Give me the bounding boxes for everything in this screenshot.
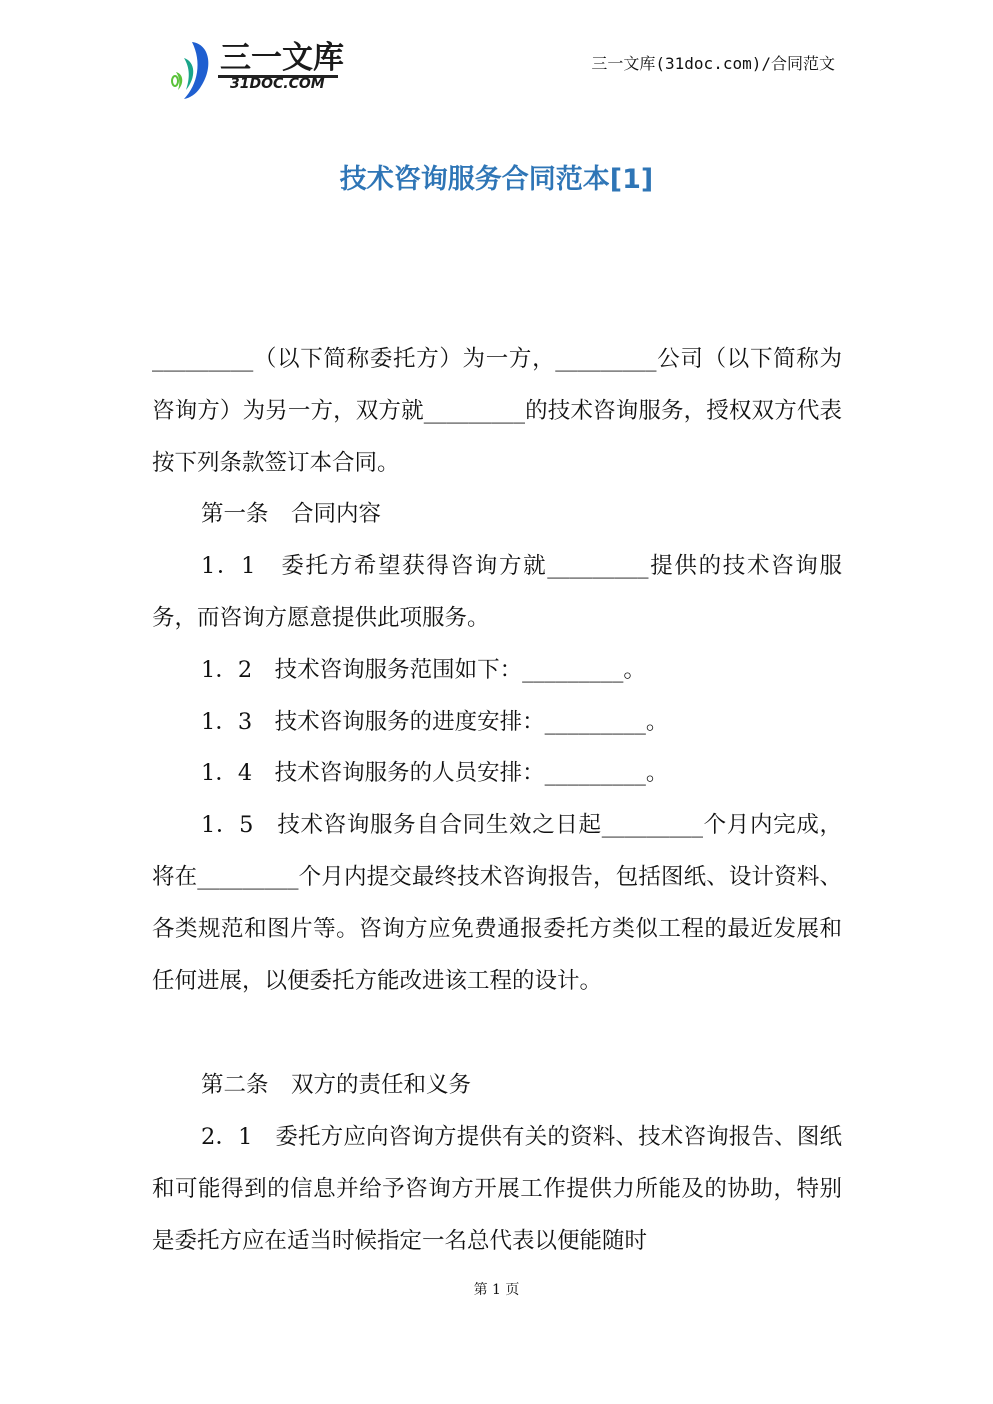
- logo-en-text: 31DOC.COM: [230, 76, 325, 92]
- clause-1-2: 1．2 技术咨询服务范围如下：_________。: [201, 656, 646, 683]
- section-spacer: [152, 1007, 842, 1060]
- page-number: 第 1 页: [473, 1282, 520, 1298]
- intro-paragraph: _________（以下简称委托方）为一方，_________公司（以下简称为咨询方）为另一方，双方就_________的技术咨询服务，授权双方代表按下列条款签订本合同。: [152, 346, 842, 476]
- header-breadcrumb: 三一文库(31doc.com)/合同范文: [591, 54, 835, 73]
- clause-1-4: 1．4 技术咨询服务的人员安排：_________。: [201, 760, 669, 787]
- clause-1-3: 1．3 技术咨询服务的进度安排：_________。: [201, 708, 669, 735]
- clause-1-1: 1．1 委托方希望获得咨询方就_________提供的技术咨询服务，而咨询方愿意提供此项服务。: [152, 553, 842, 631]
- article-1-heading: 第一条 合同内容: [201, 501, 382, 528]
- logo-cn-text: 三一文库: [220, 40, 344, 76]
- clause-1-5: 1．5 技术咨询服务自合同生效之日起_________个月内完成，将在_________个月内提交最终技术咨询报告，包括图纸、设计资料、各类规范和图片等。咨询方应免费通报委托方类似工程的最近发展和任何进展，以便委托方能改进该工程的设计。: [152, 812, 842, 994]
- site-logo[interactable]: [170, 38, 350, 100]
- clause-2-1: 2．1 委托方应向咨询方提供有关的资料、技术咨询报告、图纸和可能得到的信息并给予咨询方开展工作提供力所能及的协助，特别是委托方应在适当时候指定一名总代表以便能随时: [152, 1124, 842, 1254]
- logo-swirl-icon: [170, 38, 220, 100]
- document-title: 技术咨询服务合同范本[1]: [339, 164, 654, 195]
- article-2-heading: 第二条 双方的责任和义务: [201, 1072, 472, 1099]
- document-body: [152, 334, 842, 1268]
